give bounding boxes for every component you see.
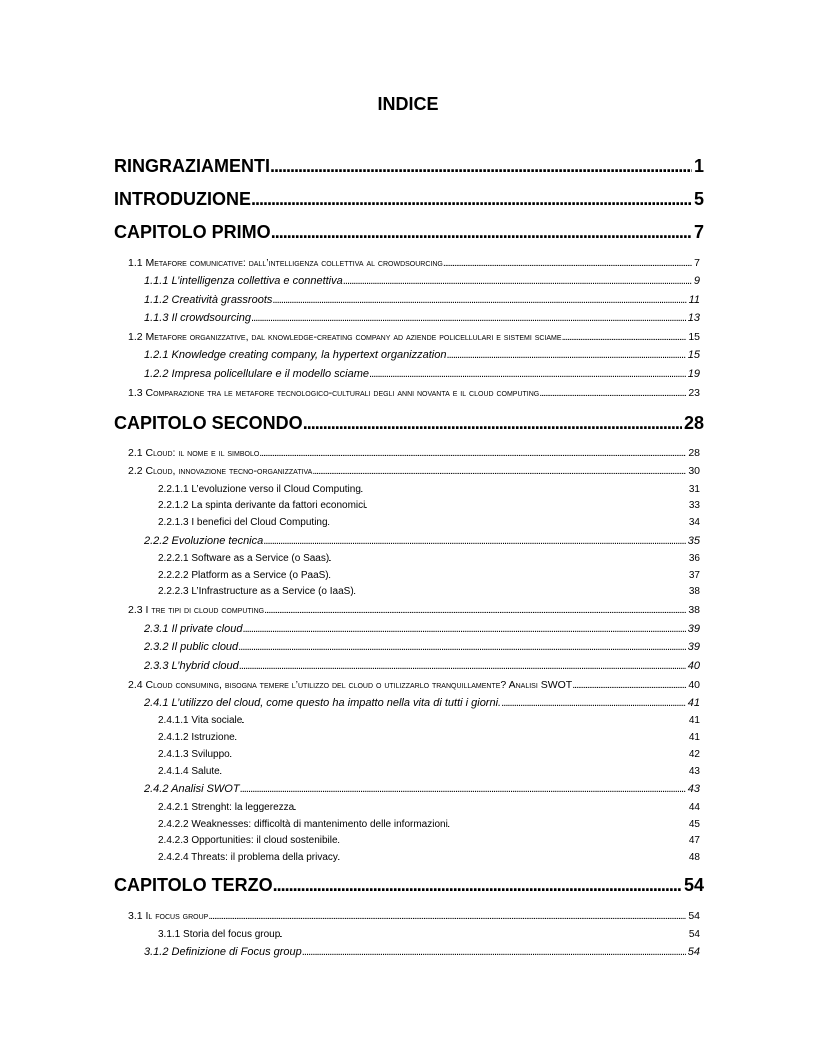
toc-label: 1.2.2 Impresa policellulare e il modello sciame xyxy=(144,368,369,380)
toc-page: 15 xyxy=(688,331,700,343)
toc-leader xyxy=(539,387,686,399)
toc-leader xyxy=(329,553,687,564)
toc-label: 1.3 Comparazione tra le metafore tecnologico-culturali degli anni novanta e il cloud computing xyxy=(128,387,540,399)
toc-label: 2.4.2 Analisi SWOT xyxy=(144,783,240,795)
toc-page: 44 xyxy=(688,802,700,813)
toc-page: 9 xyxy=(693,275,700,287)
toc-page: 48 xyxy=(688,852,700,863)
toc-label: 3.1 Il focus group xyxy=(128,910,209,922)
toc-label: INTRODUZIONE xyxy=(114,189,251,209)
toc-label: 2.2.2.1 Software as a Service (o Saas) xyxy=(158,553,330,564)
page-title: INDICE xyxy=(377,94,439,114)
toc-label: 2.4.2.3 Opportunities: il cloud sostenibile xyxy=(158,835,338,846)
toc-leader xyxy=(271,222,692,243)
toc-entry-2-4[interactable] xyxy=(128,679,700,691)
toc-entry-1-1[interactable] xyxy=(128,257,700,269)
toc-label: CAPITOLO SECONDO xyxy=(114,413,303,433)
toc-entry-2-2-1-3[interactable] xyxy=(158,517,700,528)
toc-entry-2-3-3[interactable] xyxy=(144,660,700,672)
toc-page: 41 xyxy=(688,715,700,726)
toc-leader xyxy=(312,465,686,477)
toc-entry-1-1-2[interactable] xyxy=(144,294,700,306)
toc-leader xyxy=(263,535,686,547)
toc-entry-2-4-2[interactable] xyxy=(144,783,700,795)
toc-page: 40 xyxy=(687,660,700,672)
toc-leader xyxy=(338,852,687,863)
toc-entry-2-2-2-2[interactable] xyxy=(158,570,700,581)
toc-page: 42 xyxy=(688,749,700,760)
toc-leader xyxy=(238,641,686,653)
toc-label: 2.2 Cloud, innovazione tecno-organizzativa xyxy=(128,465,313,477)
toc-entry-2-2-1-1[interactable] xyxy=(158,484,700,495)
toc-entry-3-1[interactable] xyxy=(128,910,700,922)
toc-leader xyxy=(338,835,687,846)
toc-leader xyxy=(239,660,686,672)
toc-entry-ringraziamenti[interactable] xyxy=(114,156,704,177)
toc-leader xyxy=(251,189,692,210)
toc-page: 13 xyxy=(687,312,700,324)
toc-label: CAPITOLO TERZO xyxy=(114,875,273,895)
toc-page: 40 xyxy=(688,679,700,691)
toc-page: 47 xyxy=(688,835,700,846)
toc-page: 41 xyxy=(687,697,700,709)
toc-label: 2.2.1.3 I benefici del Cloud Computing xyxy=(158,517,328,528)
toc-label: 2.2.2.2 Platform as a Service (o PaaS) xyxy=(158,570,329,581)
toc-label: 2.2.1.2 La spinta derivante da fattori economici xyxy=(158,500,366,511)
toc-page: 35 xyxy=(687,535,700,547)
toc-label: 2.3.1 Il private cloud xyxy=(144,623,243,635)
toc-page: 28 xyxy=(688,447,700,459)
toc-entry-3-1-2[interactable] xyxy=(144,946,700,958)
toc-leader xyxy=(264,604,686,616)
toc-page: 23 xyxy=(688,387,700,399)
toc-page: 43 xyxy=(687,783,700,795)
toc-leader xyxy=(294,802,687,813)
toc-label: 1.2.1 Knowledge creating company, la hypertext organizzation xyxy=(144,349,447,361)
toc-page: 28 xyxy=(683,413,704,433)
toc-label: 2.4.1.3 Sviluppo xyxy=(158,749,230,760)
toc-entry-2-2-1-2[interactable] xyxy=(158,500,700,511)
toc-leader xyxy=(329,570,687,581)
toc-entry-capitolo-terzo[interactable] xyxy=(114,875,704,896)
toc-label: RINGRAZIAMENTI xyxy=(114,156,270,176)
toc-entry-1-1-1[interactable] xyxy=(144,275,700,287)
toc-leader xyxy=(328,517,687,528)
toc-leader xyxy=(448,819,687,830)
toc-label: 2.4 Cloud consuming, bisogna temere l’utilizzo del cloud o utilizzarlo tranquillamente? Analisi SWOT xyxy=(128,679,573,691)
toc-page: 54 xyxy=(688,929,700,940)
toc-label: 1.1.2 Creatività grassroots xyxy=(144,294,273,306)
toc-entry-3-1-1[interactable] xyxy=(158,929,700,940)
toc-leader xyxy=(242,715,687,726)
toc-leader xyxy=(446,349,685,361)
toc-page: 30 xyxy=(688,465,700,477)
toc-label: 3.1.2 Definizione di Focus group xyxy=(144,946,302,958)
toc-entry-2-3-1[interactable] xyxy=(144,623,700,635)
toc-entry-capitolo-primo[interactable] xyxy=(114,222,704,243)
toc-leader xyxy=(303,413,682,434)
toc-leader xyxy=(270,156,692,177)
toc-page: 54 xyxy=(688,910,700,922)
toc-entry-1-1-3[interactable] xyxy=(144,312,700,324)
toc-entry-introduzione[interactable] xyxy=(114,189,704,210)
toc-leader xyxy=(343,275,692,287)
toc-page: 54 xyxy=(687,946,700,958)
toc-entry-2-4-1-1[interactable] xyxy=(158,715,700,726)
toc-leader xyxy=(220,766,687,777)
toc-entry-2-4-2-4[interactable] xyxy=(158,852,700,863)
toc-leader xyxy=(230,749,687,760)
toc-label: 1.1.3 Il crowdsourcing xyxy=(144,312,251,324)
toc-label: 1.2 Metafore organizzative, dal knowledge-creating company ad aziende policellulari e sistemi sciame xyxy=(128,331,562,343)
toc-page: 33 xyxy=(688,500,700,511)
toc-entry-2-4-1-2[interactable] xyxy=(158,732,700,743)
toc-label: 2.4.1.2 Istruzione xyxy=(158,732,235,743)
toc-leader xyxy=(302,946,686,958)
toc-leader xyxy=(272,294,686,306)
toc-leader xyxy=(365,500,687,511)
toc-label: CAPITOLO PRIMO xyxy=(114,222,271,242)
toc-entry-2-2[interactable] xyxy=(128,465,700,477)
toc-entry-2-4-1-3[interactable] xyxy=(158,749,700,760)
toc-page: 45 xyxy=(688,819,700,830)
toc-leader xyxy=(251,312,686,324)
toc-entry-2-3-2[interactable] xyxy=(144,641,700,653)
toc-leader xyxy=(280,929,687,940)
toc-entry-2-4-2-3[interactable] xyxy=(158,835,700,846)
toc-page: 38 xyxy=(688,604,700,616)
toc-leader xyxy=(361,484,687,495)
toc-entry-2-4-1-4[interactable] xyxy=(158,766,700,777)
toc-entry-1-2-2[interactable] xyxy=(144,368,700,380)
toc-page: 37 xyxy=(688,570,700,581)
toc-page: 43 xyxy=(688,766,700,777)
toc-page: 39 xyxy=(687,623,700,635)
toc-label: 3.1.1 Storia del focus group xyxy=(158,929,281,940)
toc-leader xyxy=(235,732,687,743)
toc-entry-2-1[interactable] xyxy=(128,447,700,459)
toc-leader xyxy=(501,697,686,709)
toc-page: 11 xyxy=(688,294,700,306)
toc-page: 15 xyxy=(687,349,700,361)
toc-page: 36 xyxy=(688,553,700,564)
toc-label: 1.1.1 L’intelligenza collettiva e connettiva xyxy=(144,275,343,287)
toc-page: 34 xyxy=(688,517,700,528)
toc-label: 2.1 Cloud: il nome e il simbolo xyxy=(128,447,260,459)
toc-leader xyxy=(242,623,685,635)
toc-entry-1-2-1[interactable] xyxy=(144,349,700,361)
toc-entry-capitolo-secondo[interactable] xyxy=(114,413,704,434)
toc-entry-2-2-2-3[interactable] xyxy=(158,586,700,597)
toc-label: 2.2.2 Evoluzione tecnica xyxy=(144,535,264,547)
toc-entry-2-3[interactable] xyxy=(128,604,700,616)
toc-label: 1.1 Metafore comunicative: dall’intelligenza collettiva al crowdsourcing xyxy=(128,257,443,269)
toc-leader xyxy=(208,910,686,922)
toc-page: 41 xyxy=(688,732,700,743)
toc-label: 2.4.2.4 Threats: il problema della privacy xyxy=(158,852,338,863)
toc-label: 2.4.1.4 Salute xyxy=(158,766,220,777)
toc-entry-2-4-2-2[interactable] xyxy=(158,819,700,830)
toc-page: 38 xyxy=(688,586,700,597)
toc-entry-2-4-1[interactable] xyxy=(144,697,700,709)
toc-label: 2.3.2 Il public cloud xyxy=(144,641,239,653)
toc-leader xyxy=(562,331,687,343)
toc-label: 2.4.2.1 Strenght: la leggerezza xyxy=(158,802,295,813)
toc-leader xyxy=(354,586,687,597)
toc-leader xyxy=(443,257,692,269)
toc-entry-1-2[interactable] xyxy=(128,331,700,343)
toc-leader xyxy=(369,368,686,380)
toc-page: 5 xyxy=(693,189,704,209)
toc-label: 2.4.1 L’utilizzo del cloud, come questo ha impatto nella vita di tutti i giorni. xyxy=(144,697,502,709)
toc-leader xyxy=(240,783,686,795)
toc-label: 2.4.1.1 Vita sociale xyxy=(158,715,243,726)
toc-label: 2.3 I tre tipi di cloud computing xyxy=(128,604,265,616)
toc-page: 7 xyxy=(694,257,700,269)
toc-label: 2.2.2.3 L’Infrastructure as a Service (o IaaS) xyxy=(158,586,354,597)
toc-page: 31 xyxy=(688,484,700,495)
toc-leader xyxy=(259,447,686,459)
toc-page: 39 xyxy=(687,641,700,653)
toc-entry-2-2-2-1[interactable] xyxy=(158,553,700,564)
toc-page: 1 xyxy=(693,156,704,176)
toc-label: 2.3.3 L’hybrid cloud xyxy=(144,660,239,672)
toc-page: 7 xyxy=(693,222,704,242)
toc-page: 19 xyxy=(687,368,700,380)
toc-page: 54 xyxy=(683,875,704,895)
toc-entry-2-2-2[interactable] xyxy=(144,535,700,547)
toc-label: 2.2.1.1 L’evoluzione verso il Cloud Computing xyxy=(158,484,361,495)
toc-leader xyxy=(273,875,682,896)
toc-leader xyxy=(572,679,686,691)
toc-entry-2-4-2-1[interactable] xyxy=(158,802,700,813)
toc-label: 2.4.2.2 Weaknesses: difficoltà di mantenimento delle informazioni xyxy=(158,819,448,830)
toc-entry-1-3[interactable] xyxy=(128,387,700,399)
